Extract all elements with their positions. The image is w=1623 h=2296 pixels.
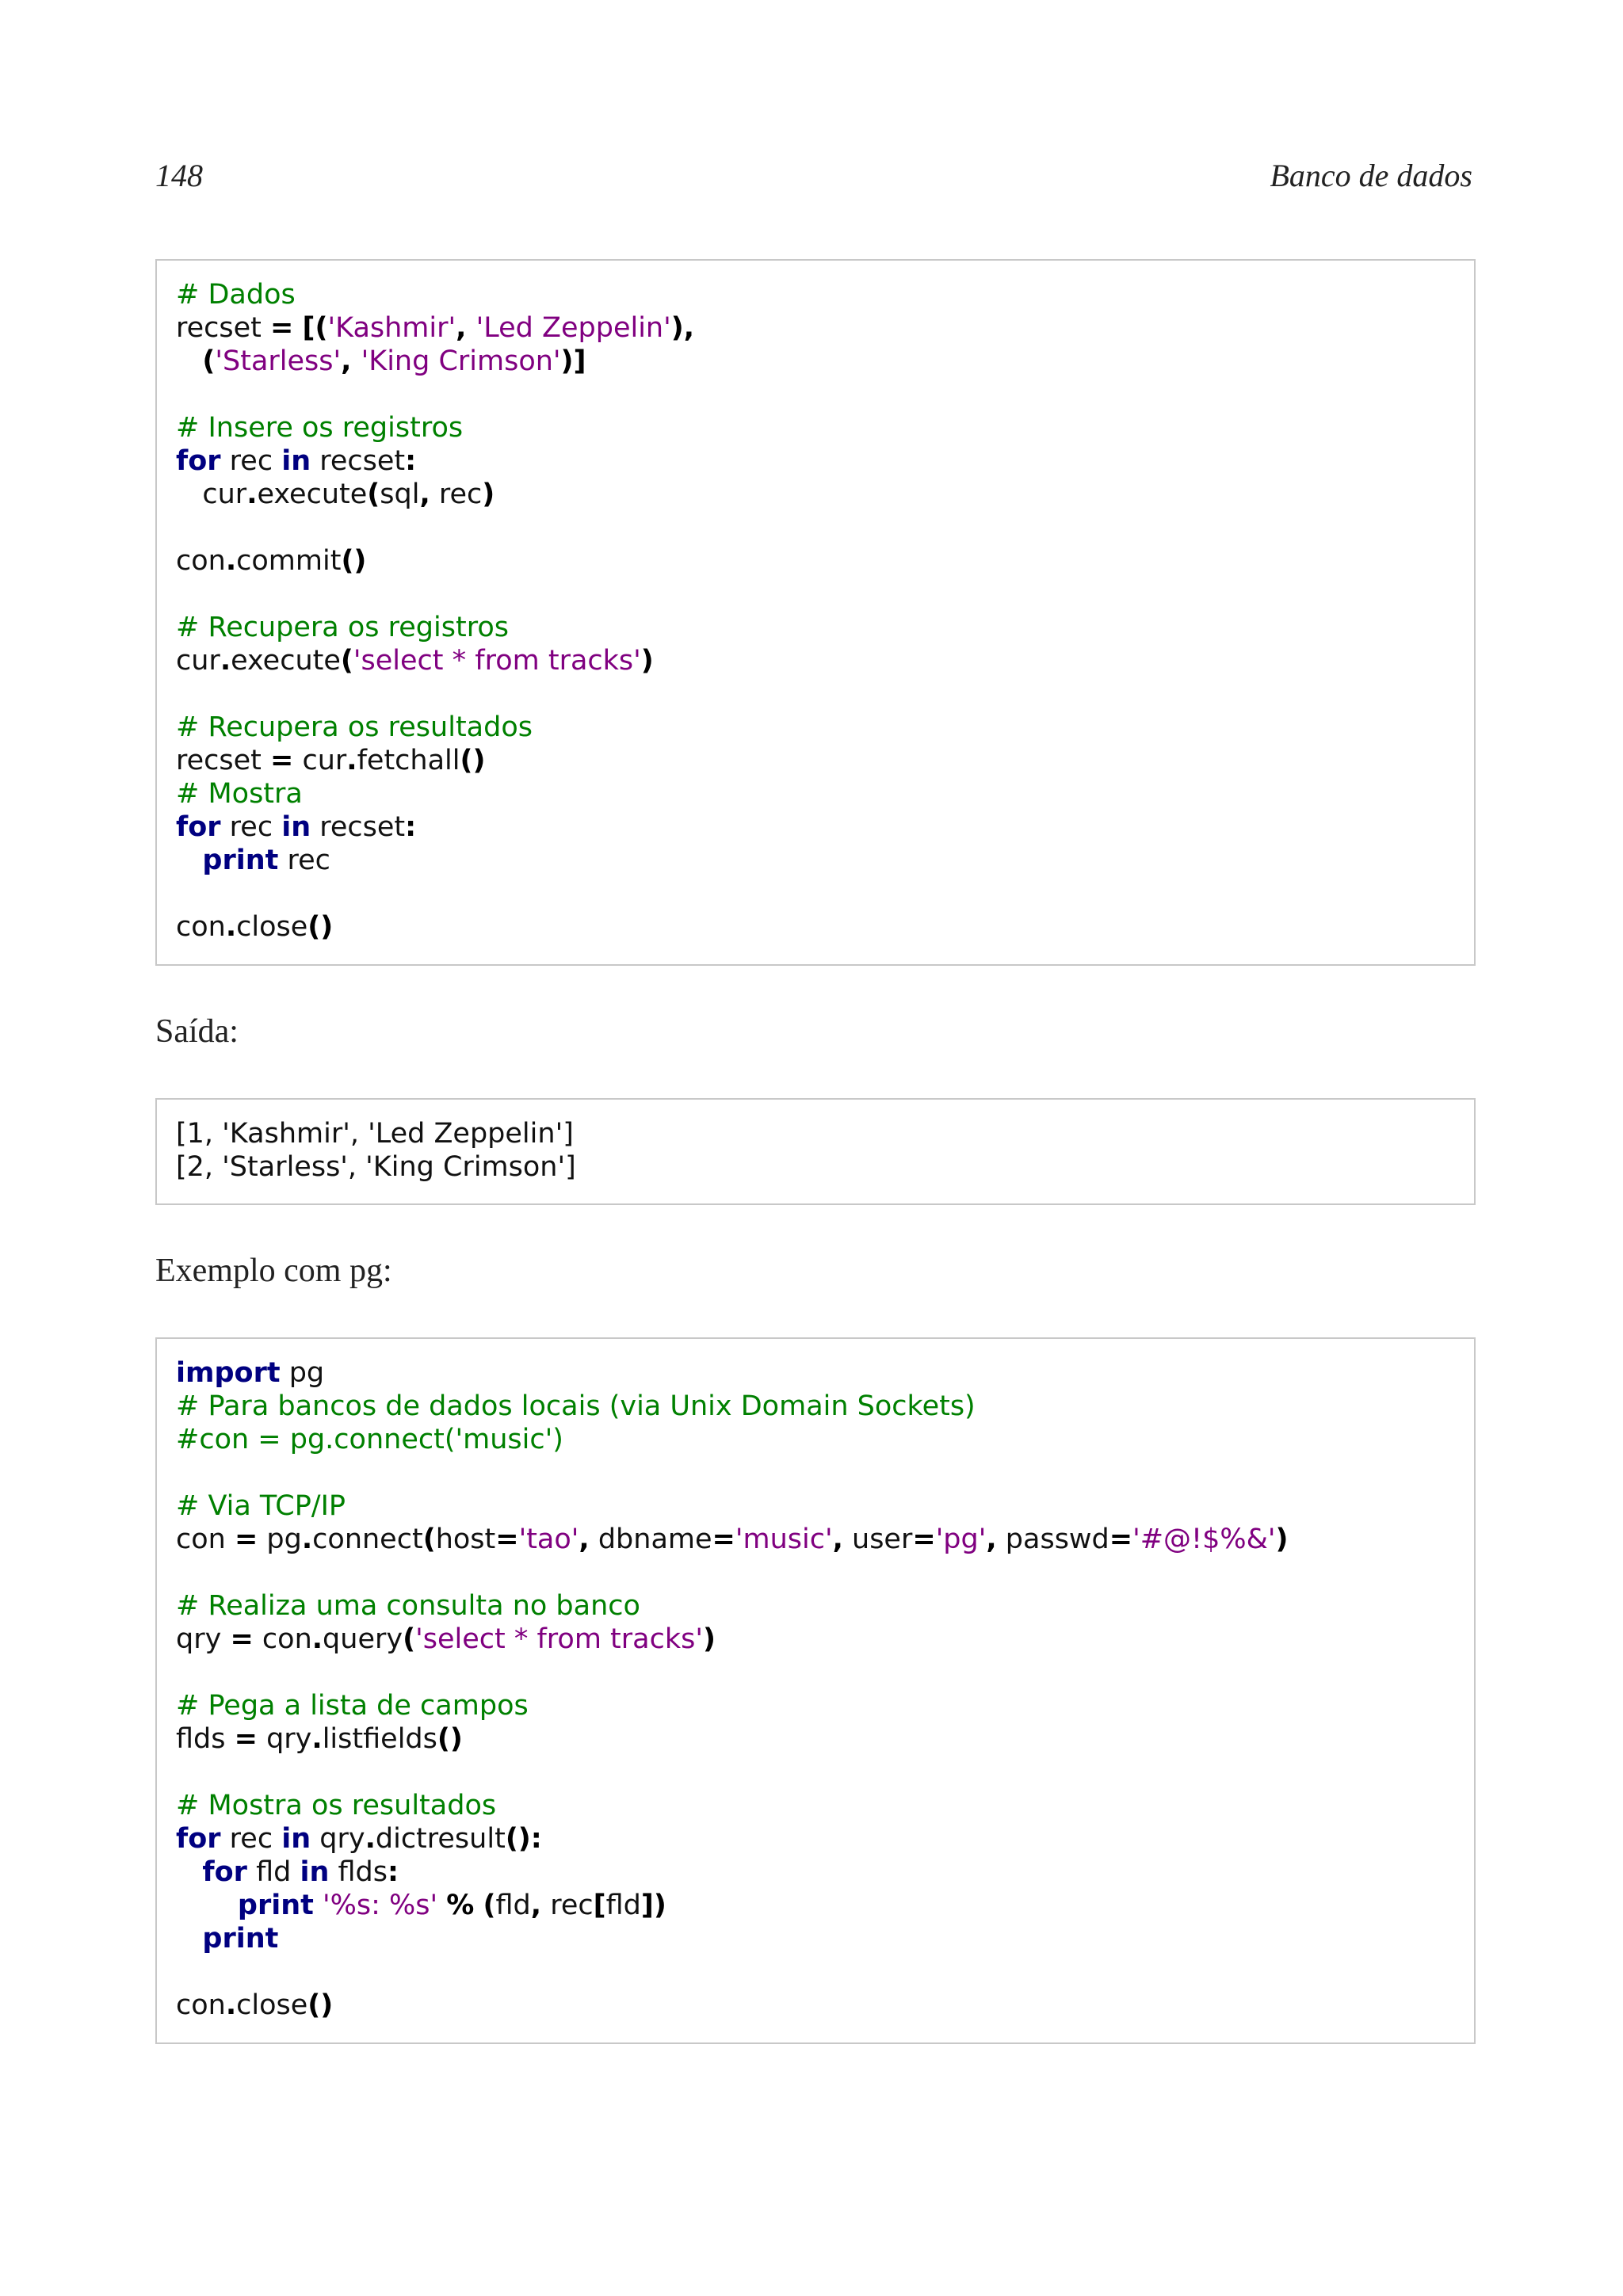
code-line [176, 1423, 1455, 1456]
code-line [176, 511, 1455, 544]
code-token: . [365, 1823, 376, 1855]
code-token: , [341, 345, 361, 377]
code-token: # Realiza uma consulta no banco [176, 1590, 640, 1622]
code-line [176, 1955, 1455, 1989]
code-line [176, 278, 1455, 311]
code-line [176, 677, 1455, 711]
code-token: = [234, 1524, 258, 1555]
code-token: # Pega a lista de campos [176, 1690, 529, 1722]
code-token: ( [340, 645, 353, 677]
code-token: close [236, 1989, 308, 2021]
code-token: in [300, 1856, 330, 1888]
code-token: , [579, 1524, 590, 1555]
code-token: . [220, 645, 231, 677]
code-token: = [712, 1524, 735, 1555]
code-line [176, 1556, 1455, 1589]
code-line [176, 578, 1455, 611]
code-token: () [307, 911, 334, 943]
code-token: . [225, 545, 237, 577]
code-token: execute [257, 479, 368, 510]
code-token: con [176, 545, 226, 577]
code-line [176, 1523, 1455, 1556]
code-token: [( [302, 312, 328, 344]
code-listing [176, 1356, 1455, 2022]
code-line [176, 611, 1455, 644]
code-token: sql [380, 479, 420, 510]
code-token: cur [176, 645, 220, 677]
code-token: ( [483, 1890, 496, 1921]
code-token: connect [312, 1524, 423, 1555]
code-token: query [323, 1623, 403, 1655]
code-token: = [495, 1524, 519, 1555]
code-token: con [176, 911, 226, 943]
code-token: '%s: %s' [323, 1890, 438, 1921]
code-line [176, 1589, 1455, 1623]
code-token: = [230, 1623, 254, 1655]
code-line [176, 1117, 1455, 1150]
code-token: for [176, 445, 221, 477]
code-token: # Recupera os resultados [176, 711, 533, 743]
code-token: # Insere os registros [176, 412, 464, 444]
code-token: qry [176, 1623, 231, 1655]
code-token: ( [403, 1623, 416, 1655]
code-line [176, 1356, 1455, 1390]
code-token: 'music' [735, 1524, 833, 1555]
code-token: ( [367, 479, 380, 510]
code-line [176, 1789, 1455, 1822]
code-token [176, 845, 202, 876]
code-token: rec [220, 811, 282, 843]
code-token: . [225, 911, 237, 943]
code-token: recset [176, 312, 271, 344]
code-token: . [301, 1524, 313, 1555]
code-token: recset [176, 745, 271, 776]
code-token: () [437, 1723, 463, 1755]
code-token: pg [280, 1357, 325, 1389]
code-token: fld [495, 1890, 531, 1921]
code-line [176, 411, 1455, 444]
code-block-pg [155, 1337, 1476, 2044]
code-token: # Para bancos de dados locais (via Unix Domain Sockets) [176, 1390, 976, 1422]
code-token: = [270, 745, 294, 776]
code-token [176, 345, 202, 377]
code-token: qry [257, 1723, 312, 1755]
code-line [176, 1855, 1455, 1889]
code-token: print [237, 1890, 314, 1921]
code-line [176, 644, 1455, 677]
code-token: execute [231, 645, 341, 677]
code-line [176, 1822, 1455, 1855]
code-token: 'pg' [935, 1524, 987, 1555]
output-block [155, 1098, 1476, 1205]
code-token: fld [246, 1856, 300, 1888]
output-label: Saída: [155, 1013, 239, 1050]
code-token: rec [541, 1890, 594, 1921]
code-block-sqlite [155, 259, 1476, 966]
code-token: . [346, 745, 357, 776]
code-token: for [176, 811, 221, 843]
code-token: # Dados [176, 279, 296, 311]
code-token: , [456, 312, 476, 344]
code-token: , [419, 479, 430, 510]
code-token: listfields [322, 1723, 437, 1755]
code-token: pg [258, 1524, 302, 1555]
code-token: in [281, 445, 311, 477]
code-token: flds [329, 1856, 388, 1888]
code-line [176, 544, 1455, 578]
code-token: ), [670, 312, 695, 344]
code-token: dbname [589, 1524, 712, 1555]
code-token: ]) [640, 1890, 666, 1921]
code-line [176, 1150, 1455, 1184]
code-line [176, 711, 1455, 744]
code-token: recset [311, 445, 406, 477]
code-token: 'Kashmir' [327, 312, 456, 344]
code-token: '#@!$%&' [1132, 1524, 1276, 1555]
code-line [176, 1889, 1455, 1922]
code-token: 'King Crimson' [361, 345, 561, 377]
code-token: [2, 'Starless', 'King Crimson'] [176, 1151, 576, 1183]
code-line [176, 1456, 1455, 1489]
code-line [176, 311, 1455, 345]
code-token: 'Led Zeppelin' [475, 312, 671, 344]
code-token: ( [422, 1524, 436, 1555]
code-token: % [446, 1890, 475, 1921]
code-token [437, 1890, 446, 1921]
code-token: fetchall [357, 745, 460, 776]
code-token: [ [593, 1890, 606, 1921]
code-token: in [281, 811, 311, 843]
code-token [474, 1890, 483, 1921]
code-token: host [435, 1524, 496, 1555]
code-line [176, 877, 1455, 910]
code-line [176, 1656, 1455, 1689]
code-token: , [986, 1524, 997, 1555]
code-line [176, 910, 1455, 944]
code-token: . [311, 1723, 323, 1755]
code-token: for [202, 1856, 247, 1888]
code-line [176, 810, 1455, 844]
code-token: con [176, 1524, 235, 1555]
code-line [176, 744, 1455, 777]
code-token: # Recupera os registros [176, 612, 509, 643]
code-token: , [530, 1890, 542, 1921]
code-token: close [236, 911, 308, 943]
code-token: fld [605, 1890, 641, 1921]
code-line [176, 1989, 1455, 2022]
code-token: con [253, 1623, 312, 1655]
code-token: . [246, 479, 258, 510]
code-line [176, 478, 1455, 511]
code-token: passwd [996, 1524, 1109, 1555]
code-token: () [307, 1989, 334, 2021]
code-line [176, 444, 1455, 478]
code-token: for [176, 1823, 221, 1855]
code-token: () [460, 745, 486, 776]
code-token: ) [702, 1623, 716, 1655]
code-token: # Mostra [176, 778, 303, 810]
code-token [314, 1890, 323, 1921]
code-token: # Mostra os resultados [176, 1790, 497, 1821]
code-token: ) [482, 479, 495, 510]
code-token: import [176, 1357, 281, 1389]
code-token: rec [220, 445, 282, 477]
code-token: user [842, 1524, 913, 1555]
code-token: = [912, 1524, 936, 1555]
code-token [176, 1923, 202, 1955]
code-line [176, 378, 1455, 411]
code-line [176, 1756, 1455, 1789]
code-token: 'select * from tracks' [353, 645, 641, 677]
code-token: 'Starless' [215, 345, 342, 377]
code-token: 'select * from tracks' [415, 1623, 703, 1655]
code-token: print [202, 845, 279, 876]
code-token: in [281, 1823, 311, 1855]
code-line [176, 1689, 1455, 1722]
code-line [176, 1390, 1455, 1423]
code-token: = [270, 312, 294, 344]
code-token: rec [278, 845, 330, 876]
code-line [176, 1922, 1455, 1955]
code-token: commit [236, 545, 342, 577]
code-line [176, 1489, 1455, 1523]
code-token: )] [560, 345, 586, 377]
code-token: #con = pg.connect('music') [176, 1424, 563, 1455]
code-listing [176, 278, 1455, 944]
code-token: () [341, 545, 367, 577]
code-line [176, 345, 1455, 378]
code-token: (): [505, 1823, 542, 1855]
code-token: cur [293, 745, 347, 776]
code-token: = [1109, 1524, 1133, 1555]
code-token: : [405, 811, 417, 843]
code-token: ( [202, 345, 216, 377]
chapter-title: Banco de dados [1270, 158, 1472, 193]
code-token [293, 312, 302, 344]
code-token: print [202, 1923, 279, 1955]
code-token: . [311, 1623, 323, 1655]
code-token: recset [311, 811, 406, 843]
code-token: , [832, 1524, 843, 1555]
code-line [176, 844, 1455, 877]
code-token: : [388, 1856, 399, 1888]
code-token: : [405, 445, 417, 477]
page-number: 148 [155, 158, 203, 193]
code-token [176, 1890, 238, 1921]
code-token: ) [1275, 1524, 1289, 1555]
code-token: rec [220, 1823, 282, 1855]
code-token: [1, 'Kashmir', 'Led Zeppelin'] [176, 1118, 574, 1150]
output-listing [176, 1117, 1455, 1184]
code-line [176, 777, 1455, 810]
code-token: 'tao' [518, 1524, 579, 1555]
code-token: rec [430, 479, 483, 510]
code-line [176, 1623, 1455, 1656]
code-token: con [176, 1989, 226, 2021]
code-token: cur [176, 479, 247, 510]
code-token: ) [640, 645, 654, 677]
code-token: . [225, 1989, 237, 2021]
code-token: flds [176, 1723, 235, 1755]
example-label: Exemplo com pg: [155, 1253, 392, 1289]
code-token [176, 1856, 202, 1888]
code-token: dictresult [375, 1823, 506, 1855]
code-token: qry [311, 1823, 365, 1855]
code-token: = [234, 1723, 258, 1755]
code-token: # Via TCP/IP [176, 1490, 346, 1522]
code-line [176, 1722, 1455, 1756]
